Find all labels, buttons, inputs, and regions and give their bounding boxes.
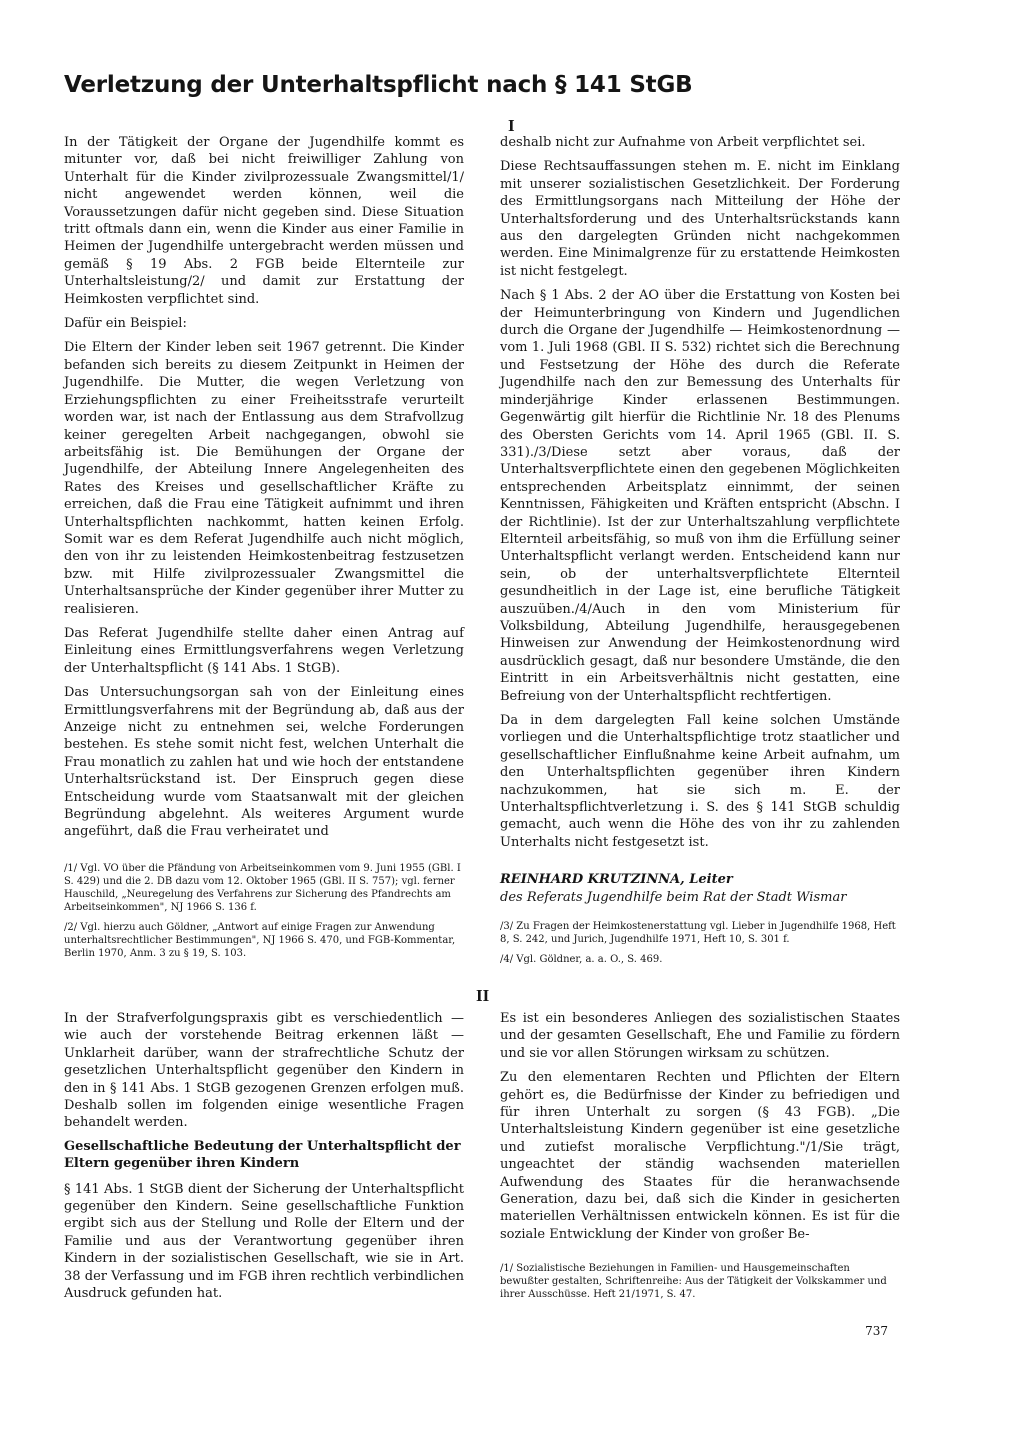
paragraph: Zu den elementaren Rechten und Pflichten der Eltern gehört es, die Bedürfnisse der Kinder zu befriedigen und für ihren Unterhalt zu sorgen (§ 43 FGB). „Die Unterhaltsleistung Kindern gegenüber ist eine gesetzliche und zutiefst moralische Verpflichtung."/1/Sie trägt, ungeachtet der ständig wachsenden materiellen Aufwendung des Staates für die heranwachsende Generation, dazu bei, daß sich die Kinder in gesicherten materiellen Verhältnissen entwickeln können. Es ist für die soziale Entwicklung der Kinder von großer Be-: [500, 1070, 900, 1242]
footnote: /1/ Sozialistische Beziehungen in Familien- und Hausgemeinschaften bewußter gestalten, Schriftenreihe: Aus der Tätigkeit der Volkskammer und ihrer Ausschüsse. Heft 21/1971, S. 47.: [500, 1263, 887, 1301]
section-marker-1: I: [508, 116, 515, 135]
paragraph: In der Tätigkeit der Organe der Jugendhilfe kommt es mitunter vor, daß bei nicht freiwilliger Zahlung von Unterhalt für die Kinder zivilprozessuale Zwangsmittel/1/ nicht angewendet werden können, weil die Voraussetzungen dafür nicht gegeben sind. Diese Situation tritt oftmals dann ein, wenn die Kinder aus einer Familie in Heimen der Jugendhilfe untergebracht werden müssen und gemäß § 19 Abs. 2 FGB beide Elternteile zur Unterhaltsleistung/2/ und damit zur Erstattung der Heimkosten verpflichtet sind.: [64, 135, 464, 307]
paragraph: Das Untersuchungsorgan sah von der Einleitung eines Ermittlungsverfahrens mit der Begründung ab, daß aus der Anzeige nicht zu entnehmen sei, welche Forderungen bestehen. Es stehe somit nicht fest, welchen Unterhalt die Frau monatlich zu zahlen hat und wie hoch der entstandene Unterhaltsrückstand ist. Der Einspruch gegen diese Entscheidung wurde vom Staatsanwalt mit der gleichen Begründung abgelehnt. Als weiteres Argument wurde angeführt, daß die Frau verheiratet und: [64, 685, 464, 840]
paragraph: Da in dem dargelegten Fall keine solchen Umstände vorliegen und die Unterhaltspflichtige trotz staatlicher und gesellschaftlicher Einflußnahme keine Arbeit aufnahm, um den Unterhaltspflichten gegenüber ihren Kindern nachzukommen, hat sie sich m. E. der Unterhaltspflichtverletzung i. S. des § 141 StGB schuldig gemacht, auch wenn die Höhe des von ihr zu zahlenden Unterhalts nicht festgesetzt ist.: [500, 713, 900, 850]
part2-right-column: [500, 1010, 900, 1308]
footnote: /1/ Vgl. VO über die Pfändung von Arbeitseinkommen vom 9. Juni 1955 (GBl. I S. 429) und die 2. DB dazu vom 12. Oktober 1965 (GBl. II S. 757); vgl. ferner Hauschild, „Neuregelung des Verfahrens zur Sicherung des Pfandrechts am Arbeitseinkommen", NJ 1966 S. 136 f.: [64, 862, 461, 913]
part1-right-column: [500, 134, 900, 973]
paragraph: In der Strafverfolgungspraxis gibt es verschiedentlich — wie auch der vorstehende Beitrag erkennen läßt — Unklarheit darüber, wann der strafrechtliche Schutz der gesetzlichen Unterhaltspflicht gegenüber den Kindern in den in § 141 Abs. 1 StGB gezogenen Grenzen erfolgen muß. Deshalb sollen im folgenden einige wesentliche Fragen behandelt werden.: [64, 1011, 464, 1131]
author-role: des Referats Jugendhilfe beim Rat der Stadt Wismar: [500, 889, 847, 905]
paragraph: Das Referat Jugendhilfe stellte daher einen Antrag auf Einleitung eines Ermittlungsverfahrens wegen Verletzung der Unterhaltspflicht (§ 141 Abs. 1 StGB).: [64, 625, 464, 676]
paragraph: Diese Rechtsauffassungen stehen m. E. nicht im Einklang mit unserer sozialistischen Gesetzlichkeit. Der Forderung des Ermittlungsorgans nach Mitteilung der Höhe der Unterhaltsforderung und des Unterhaltsrückstands kann aus den dargelegten Gründen nicht nachgekommen werden. Eine Minimalgrenze für zu erstattende Heimkosten ist nicht festgelegt.: [500, 159, 900, 279]
paragraph: Die Eltern der Kinder leben seit 1967 getrennt. Die Kinder befanden sich bereits zu diesem Zeitpunkt in Heimen der Jugendhilfe. Die Mutter, die wegen Verletzung von Erziehungspflichten zu einer Freiheitsstrafe verurteilt worden war, ist nach der Entlassung aus dem Strafvollzug keiner geregelten Arbeit nachgegangen, obwohl sie arbeitsfähig ist. Die Bemühungen der Organe der Jugendhilfe, der Abteilung Innere Angelegenheiten des Rates des Kreises und gesellschaftlicher Kräfte zu erreichen, daß die Frau eine Tätigkeit aufnimmt und ihren Unterhaltspflichten nachkommt, hatten keinen Erfolg. Somit war es dem Referat Jugendhilfe auch nicht möglich, den von ihr zu leistenden Heimkostenbeitrag festzusetzen bzw. mit Hilfe zivilprozessualer Zwangsmittel die Unterhaltsansprüche der Kinder gegenüber ihrer Mutter zu realisieren.: [64, 340, 464, 617]
part1-left-column: [64, 134, 464, 967]
section-marker-2: II: [476, 986, 490, 1005]
part2-left-column: [64, 1010, 464, 1309]
paragraph: Es ist ein besonderes Anliegen des sozialistischen Staates und der gesamten Gesellschaft, Ehe und Familie zu fördern und sie vor allen Störungen wirksam zu schützen.: [500, 1011, 900, 1061]
section-heading: Gesellschaftliche Bedeutung der Unterhaltspflicht der Eltern gegenüber ihren Kindern: [64, 1138, 461, 1171]
paragraph: § 141 Abs. 1 StGB dient der Sicherung der Unterhaltspflicht gegenüber den Kindern. Seine gesellschaftliche Funktion ergibt sich aus der Stellung und Rolle der Eltern und der Familie und aus der Verantwortung gegenüber ihren Kindern in der sozialistischen Gesellschaft, wie sie in Art. 38 der Verfassung und im FGB ihren rechtlich verbindlichen Ausdruck gefunden hat.: [64, 1181, 464, 1302]
paragraph: Dafür ein Beispiel:: [64, 316, 187, 332]
paragraph: deshalb nicht zur Aufnahme von Arbeit verpflichtet sei.: [500, 135, 866, 150]
page-number: 737: [865, 1324, 888, 1338]
author-name: REINHARD KRUTZINNA, Leiter: [500, 872, 733, 888]
article-title: Verletzung der Unterhaltspflicht nach § 141 StGB: [64, 72, 693, 98]
footnote: /2/ Vgl. hierzu auch Göldner, „Antwort auf einige Fragen zur Anwendung unterhaltsrechtlicher Bestimmungen", NJ 1966 S. 470, und FGB-Kommentar, Berlin 1970, Anm. 3 zu § 19, S. 103.: [64, 921, 456, 959]
paragraph: Nach § 1 Abs. 2 der AO über die Erstattung von Kosten bei der Heimunterbringung von Kindern und Jugendlichen durch die Organe der Jugendhilfe — Heimkostenordnung — vom 1. Juli 1968 (GBl. II S. 532) richtet sich die Berechnung und Festsetzung der Höhe des durch die Referate Jugendhilfe nach den zur Bemessung des Unterhalts für minderjährige Kinder erlassenen Bestimmungen. Gegenwärtig gilt hierfür die Richtlinie Nr. 18 des Plenums des Obersten Gerichts vom 14. April 1965 (GBl. II. S. 331)./3/Diese setzt aber voraus, daß der Unterhaltsverpflichtete einen den gegebenen Möglichkeiten entsprechenden Arbeitsplatz einnimmt, der seinen Kenntnissen, Fähigkeiten und Kräften entspricht (Abschn. I der Richtlinie). Ist der zur Unterhaltszahlung verpflichtete Elternteil arbeitsfähig, so muß von ihm die Erfüllung seiner Unterhaltspflicht verlangt werden. Entscheidend kann nur sein, ob der unterhaltsverpflichtete Elternteil gesundheitlich in der Lage ist, eine berufliche Tätigkeit auszuüben./4/Auch in den vom Ministerium für Volksbildung, Abteilung Jugendhilfe, herausgegebenen Hinweisen zur Anwendung der Heimkostenordnung wird ausdrücklich gesagt, daß nur besondere Umstände, die den Eintritt in ein Arbeitsverhältnis nicht gestatten, eine Befreiung von der Unterhaltspflicht rechtfertigen.: [500, 288, 900, 704]
footnote: /3/ Zu Fragen der Heimkostenerstattung vgl. Lieber in Jugendhilfe 1968, Heft 8, S. 242, und Jurich, Jugendhilfe 1971, Heft 10, S. 301 f.: [500, 921, 896, 946]
footnote: /4/ Vgl. Göldner, a. a. O., S. 469.: [500, 954, 663, 966]
